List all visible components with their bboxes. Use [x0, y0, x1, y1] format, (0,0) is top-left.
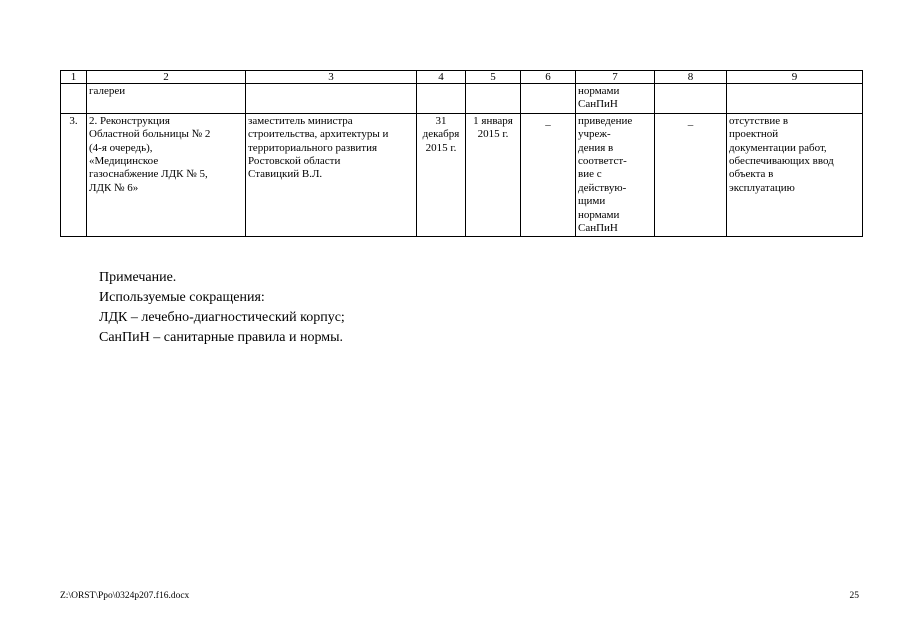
column-header: 1 [61, 71, 87, 84]
table-cell [466, 84, 521, 114]
note-subtitle: Используемые сокращения: [99, 290, 265, 305]
dash-cell: _ [521, 113, 576, 237]
table-cell: нормами СанПиН [576, 84, 655, 114]
column-header: 4 [417, 71, 466, 84]
start-date-cell: 1 января 2015 г. [466, 113, 521, 237]
row-number-cell: 3. [61, 113, 87, 237]
column-header: 7 [576, 71, 655, 84]
consequences-cell: отсутствие в проектной документации работ, обеспечивающих ввод объекта в эксплуатацию [727, 113, 863, 237]
column-header: 6 [521, 71, 576, 84]
note-title: Примечание. [99, 270, 177, 285]
column-header: 3 [246, 71, 417, 84]
table-cell [727, 84, 863, 114]
table-row-continuation [61, 84, 863, 114]
footer-file-path: Z:\ORST\Ppo\0324p207.f16.docx [60, 591, 190, 601]
table-cell [521, 84, 576, 114]
table-cell [417, 84, 466, 114]
event-name-cell: 2. Реконструкция Областной больницы № 2 (4-я очередь), «Медицинское газоснабжение ЛДК № 5, ЛДК № 6» [87, 113, 246, 237]
plan-table [60, 70, 863, 237]
abbreviation-item: ЛДК – лечебно-диагностический корпус; [99, 310, 345, 325]
table-cell: галереи [87, 84, 246, 114]
expected-result-cell: приведение учреж- дения в соответст- вие с действую- щими нормами СанПиН [576, 113, 655, 237]
note-block [99, 268, 345, 348]
table-row-item-3 [61, 113, 863, 237]
column-header: 5 [466, 71, 521, 84]
table-cell [61, 84, 87, 114]
responsible-person-cell: заместитель министра строительства, архитектуры и территориального развития Ростовской области Ставицкий В.Л. [246, 113, 417, 237]
table-header-row [61, 71, 863, 84]
table-cell [655, 84, 727, 114]
table-cell [246, 84, 417, 114]
column-header: 2 [87, 71, 246, 84]
page-number: 25 [849, 591, 859, 601]
abbreviation-item: СанПиН – санитарные правила и нормы. [99, 330, 344, 345]
deadline-cell: 31 декабря 2015 г. [417, 113, 466, 237]
column-header: 9 [727, 71, 863, 84]
column-header: 8 [655, 71, 727, 84]
dash-cell: _ [655, 113, 727, 237]
